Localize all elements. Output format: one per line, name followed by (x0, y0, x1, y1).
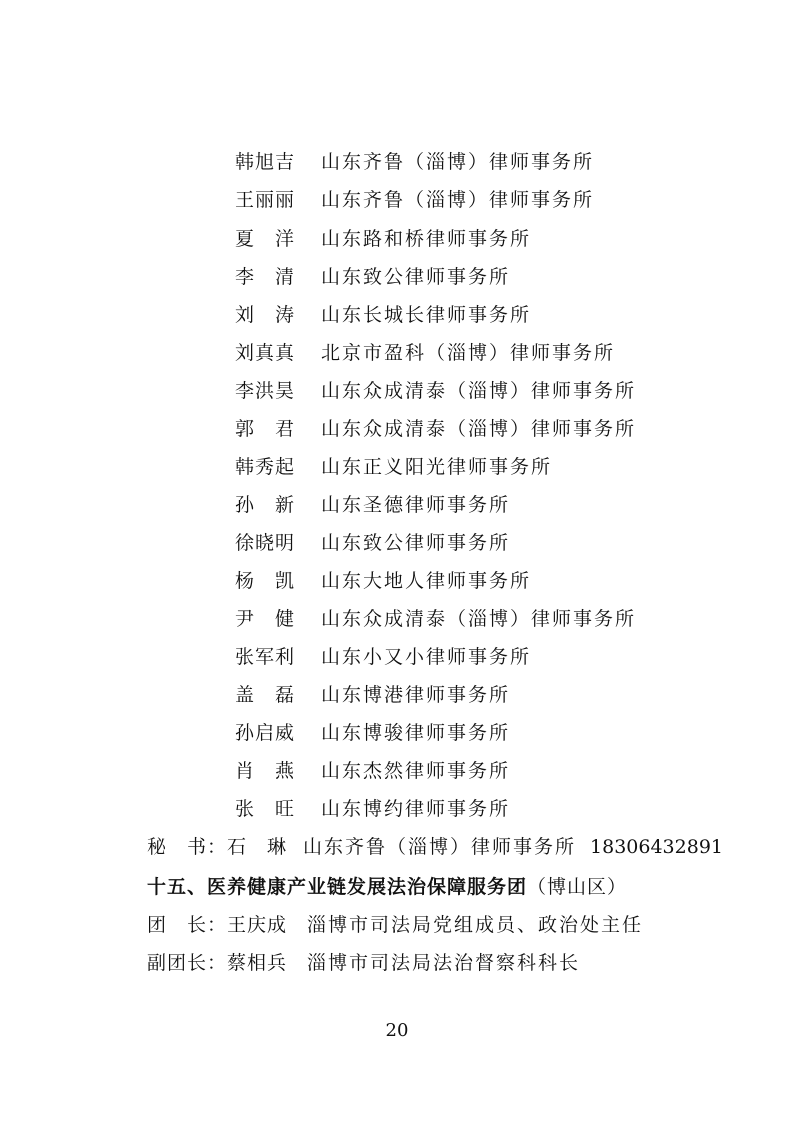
member-firm: 山东杰然律师事务所 (321, 760, 511, 782)
member-name: 刘 涛 (235, 304, 296, 326)
member-name: 尹 健 (235, 608, 296, 630)
member-firm: 山东小又小律师事务所 (321, 646, 532, 668)
deputy-name: 蔡相兵 (227, 952, 288, 974)
page-number: 20 (385, 1020, 409, 1041)
member-name: 孙启威 (235, 722, 296, 744)
member-firm: 山东博约律师事务所 (321, 798, 511, 820)
member-firm: 山东致公律师事务所 (321, 532, 511, 554)
member-name: 韩秀起 (235, 456, 296, 478)
member-row (235, 224, 531, 254)
member-row (235, 566, 531, 596)
deputy-line (147, 948, 580, 978)
secretary-role: 秘 书： (147, 836, 228, 858)
leader-name: 王庆成 (227, 914, 288, 936)
member-firm: 山东致公律师事务所 (321, 266, 511, 288)
member-firm: 山东齐鲁（淄博）律师事务所 (321, 151, 595, 173)
member-row (235, 300, 531, 330)
member-name: 李洪昊 (235, 380, 296, 402)
member-firm: 山东圣德律师事务所 (321, 494, 511, 516)
member-firm: 山东众成清泰（淄博）律师事务所 (321, 418, 637, 440)
member-name: 李 清 (235, 266, 296, 288)
member-row (235, 718, 510, 748)
member-firm: 北京市盈科（淄博）律师事务所 (321, 342, 616, 364)
member-name: 肖 燕 (235, 760, 296, 782)
member-row (235, 147, 594, 177)
section-heading (147, 872, 627, 902)
member-firm: 山东正义阳光律师事务所 (321, 456, 553, 478)
member-row (235, 794, 510, 824)
leader-line (147, 910, 643, 940)
member-firm: 山东大地人律师事务所 (321, 570, 532, 592)
member-row (235, 376, 636, 406)
leader-title: 淄博市司法局党组成员、政治处主任 (307, 914, 644, 936)
secretary-line (147, 832, 723, 862)
member-firm: 山东路和桥律师事务所 (321, 228, 532, 250)
secretary-name: 石 琳 (227, 836, 288, 858)
member-name: 刘真真 (235, 342, 296, 364)
member-name: 郭 君 (235, 418, 296, 440)
secretary-phone: 18306432891 (590, 836, 724, 858)
member-name: 孙 新 (235, 494, 296, 516)
member-name: 张 旺 (235, 798, 296, 820)
member-firm: 山东博骏律师事务所 (321, 722, 511, 744)
member-firm: 山东众成清泰（淄博）律师事务所 (321, 608, 637, 630)
member-row (235, 490, 510, 520)
member-firm: 山东长城长律师事务所 (321, 304, 532, 326)
member-name: 夏 洋 (235, 228, 296, 250)
member-row (235, 642, 531, 672)
secretary-firm: 山东齐鲁（淄博）律师事务所 (303, 836, 577, 858)
member-row (235, 414, 636, 444)
deputy-title: 淄博市司法局法治督察科科长 (307, 952, 581, 974)
leader-role: 团 长： (147, 914, 228, 936)
member-row (235, 262, 510, 292)
member-name: 王丽丽 (235, 189, 296, 211)
member-row (235, 185, 594, 215)
deputy-role: 副团长： (147, 952, 228, 974)
member-name: 杨 凯 (235, 570, 296, 592)
member-name: 韩旭吉 (235, 151, 296, 173)
member-firm: 山东齐鲁（淄博）律师事务所 (321, 189, 595, 211)
member-row (235, 338, 615, 368)
member-row (235, 452, 552, 482)
section-title: 十五、医养健康产业链发展法治保障服务团 (147, 876, 528, 898)
member-firm: 山东众成清泰（淄博）律师事务所 (321, 380, 637, 402)
member-firm: 山东博港律师事务所 (321, 684, 511, 706)
member-row (235, 604, 636, 634)
member-row (235, 756, 510, 786)
member-name: 盖 磊 (235, 684, 296, 706)
section-district: （博山区） (527, 876, 628, 898)
member-row (235, 680, 510, 710)
member-row (235, 528, 510, 558)
member-name: 徐晓明 (235, 532, 296, 554)
member-name: 张军利 (235, 646, 296, 668)
